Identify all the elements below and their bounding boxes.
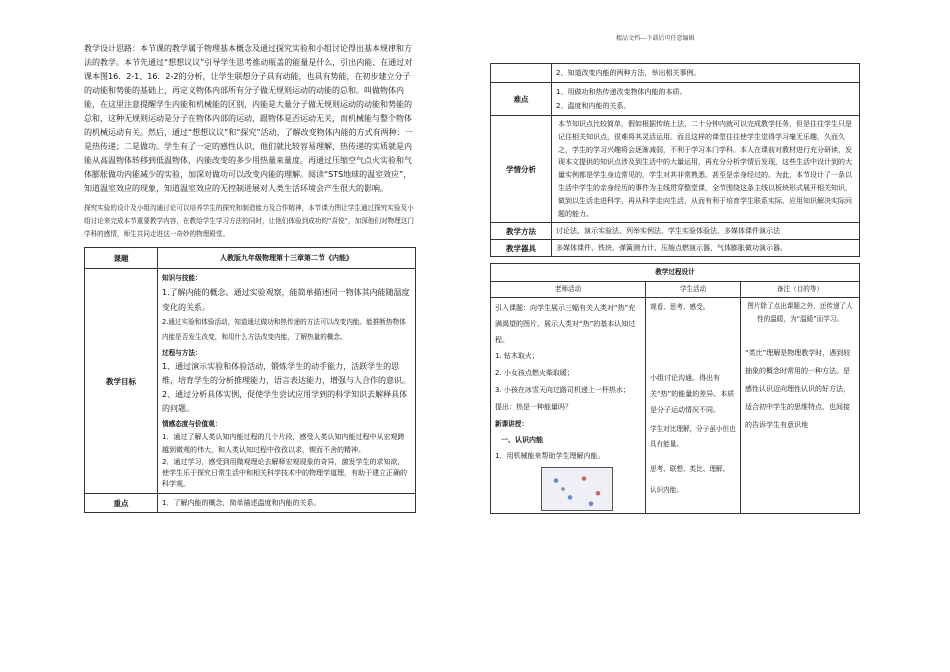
example-2: 2. 小女孩点燃火柴取暖； bbox=[495, 369, 574, 378]
left-lesson-table bbox=[84, 247, 416, 513]
process-table-title: 教学过程设计 bbox=[491, 264, 860, 282]
student-step-4: 思考、联想、类比、理解。 bbox=[650, 465, 730, 474]
emotion-item-2: 2．通过学习，感受到用微观理论去解释宏观现象的奇异，激发学生的求知欲，使学生乐于探究日常生活中和相关科学技术中的物理学道理，有助于建立正确的科学观。 bbox=[162, 458, 407, 488]
key-point-value: 1．了解内能的概念，简单描述温度和内能的关系。 bbox=[158, 494, 416, 513]
knowledge-item-1: 1.了解内能的概念。通过实验观察，能简单描述同一物体其内能随温度变化的关系。 bbox=[162, 288, 410, 312]
difficulty-item-2: 2、温度和内能的关系。 bbox=[556, 102, 631, 110]
student-activity-cell bbox=[646, 298, 741, 514]
col-teacher-header: 老师活动 bbox=[491, 282, 646, 298]
intro-topic-text: 引入课题：向学生展示三幅有关人类对“热”充满渴望的图片。展示人类对“热”的基本认知过程。 bbox=[495, 304, 636, 345]
tools-content: 多媒体课件、铁块、弹簧测力计、压缩点燃演示器、气体膨胀做功演示器。 bbox=[552, 240, 860, 257]
col-student-header: 学生活动 bbox=[646, 282, 741, 298]
analysis-label: 学情分析 bbox=[491, 116, 552, 223]
new-lesson-title: 新课讲授： bbox=[495, 420, 528, 429]
example-1: 1. 钻木取火； bbox=[495, 352, 539, 361]
topic-label: 课题 bbox=[85, 248, 158, 269]
method-content: 讨论法、演示实验法、列举实例法、学生实验体验法、多媒体课件演示法 bbox=[552, 223, 860, 240]
knowledge-item-2: 2.通过实验和体验活动，知道通过做功和热传递的方法可以改变内能。能推断热物体内能是否发生改变，和用什么方法改变内能，了解热量的概念。 bbox=[162, 318, 406, 341]
key-point-cont: 2、知道改变内能的两种方法，举出相关事例。 bbox=[552, 64, 860, 83]
col-remark-header: 备注（目的等） bbox=[741, 282, 860, 298]
key-point-label: 重点 bbox=[85, 494, 158, 513]
left-column bbox=[84, 42, 416, 513]
teacher-activity-cell bbox=[491, 298, 646, 514]
student-step-3: 学生对比理解，分子虽小但也具有能量。 bbox=[650, 425, 736, 449]
student-step-5: 认识内能。 bbox=[650, 486, 683, 495]
inquiry-paragraph: 探究实验的设计及小组沟通讨论可以培养学生的探究和制造能力及合作精神，本节课力图让学生通过探究实验及小组讨论来完成本节重要教学内容，在教给学生学习方法的同时，让他们体验到成功的“喜悦”，加深他们对物理这门学科的感情，师生共同走进这一奇妙的物理殿堂。 bbox=[84, 204, 414, 238]
example-3: 3. 小孩在冰雪天向过路司机递上一杯热水； bbox=[495, 386, 630, 395]
molecules-diagram-image bbox=[541, 467, 613, 511]
emotion-item-1: 1．通过了解人类认知内能过程的几个片段，感受人类认知内能过程中从宏观跨越到微观的伟大，和人类认知过程中孜孜以求，锲而不舍的精神。 bbox=[162, 433, 405, 454]
remark-cell bbox=[741, 298, 860, 514]
process-table bbox=[490, 263, 860, 514]
section-1-text: 1．用机械能来帮助学生理解内能。 bbox=[495, 452, 605, 461]
page-header-note: 精品文档---下载后可任意编辑 bbox=[616, 35, 695, 42]
analysis-content: 本节知识点比较简单，假如根据传统上法，二十分钟内就可以完成教学任务，但是往往学生只是记住相关知识点，很难将其灵活运用。而且这样的课堂往往使学生觉得学习毫无乐趣，久而久之，学生的学习兴趣将会逐渐减弱，不利于学习本门学科。本人在课前对教材进行充分研读，发现本文提供的知识点涉及到生活中的大量运用，再充分分析学情后发现，这些生活中设计到的大量实例都是学生身边常见的，学生对其非常熟悉，甚至是亲身经过的。为此，本节设计了一条以生活中学生的亲身经历的事件为主线贯穿整堂课，全节围绕这条主线以板块形式展开相关知识，做到以生活走进科学，再从科学走向生活，从而有利于培育学生联系实际、应用知识解决实际问题的能力。 bbox=[552, 116, 860, 223]
emotion-title: 情感态度与价值观： bbox=[162, 420, 222, 428]
key-point-cont-label bbox=[491, 64, 552, 83]
difficulty-content bbox=[552, 83, 860, 116]
goals-label: 教学目标 bbox=[85, 269, 158, 494]
remark-1: 图片除了点出课题之外，还传递了人性的温暖，为“温暖”而学习。 bbox=[747, 302, 853, 324]
right-lesson-table bbox=[490, 63, 860, 257]
process-item-1: 1、通过演示实验和体验活动，锻炼学生的动手能力，活跃学生的思维，培育学生的分析推理能力，语言表达能力，增强与人合作的意识。 bbox=[162, 362, 410, 385]
tools-label: 教学器具 bbox=[491, 240, 552, 257]
difficulty-label: 难点 bbox=[491, 83, 552, 116]
difficulty-item-1: 1、用做功和热传递改变物体内能的本质。 bbox=[556, 88, 687, 96]
knowledge-title: 知识与技能： bbox=[162, 274, 202, 282]
topic-value: 人教版九年级物理第十三章第二节《内能》 bbox=[158, 248, 416, 269]
remark-2: “类比”理解是物理教学时，遇到较抽象的概念时常用的一种方法。是感性认识迈向理性认识的好方法，适合初中学生的思维特点，也间接的告诉学生有意识地 bbox=[745, 349, 851, 430]
method-label: 教学方法 bbox=[491, 223, 552, 240]
student-step-1: 观看、思考、感受。 bbox=[650, 303, 710, 312]
process-title: 过程与方法： bbox=[162, 349, 202, 357]
student-step-2: 小组讨论沟通。得出有关“热”的能量的差异。本质是分子运动情况不同。 bbox=[650, 374, 735, 415]
goals-content bbox=[158, 269, 416, 494]
section-1-title: 一、认识内能 bbox=[501, 436, 543, 445]
process-item-2: 2、通过分析具体实例，促使学生尝试应用学到的科学知识去解释具体的问题。 bbox=[162, 390, 408, 413]
question-text: 提出：热是一种能量吗？ bbox=[495, 403, 572, 412]
design-thinking-paragraph: 教学设计思路：本节课的教学属于物理基本概念及通过探究实验和小组讨论得出基本规律和方法的教学。本节先通过“想想议议”引导学生思考推动瓶盖的能量是什么，引出内能、在通过对课本图16．2-1、16．2-2的分析，让学生联想分子具有动能，也具有势能，在初步建立分子的动能和势能的基础上，再定义物体内部所有分子做无规则运动的动能的总和。叫做物体内能，在这里注意提醒学生内能和机械能的区别，内能是大量分子做无规则运动的动能和势能的总和，这种无规则运动是分子在物体内部的运动，跟物体是否运动无关，而机械能与整个物体的机械运动有关。然后，通过“想想议议”和“探究”活动，了解改变物体内能的方式有两种：一是热传递；二是做功。学生有了一定的感性认识，他们就比较容易理解，热传递的实质就是内能从高温物体转移到低温物体，内能改变的多少用热量来量度。再通过压缩空气点火实验和气体膨胀做功内能减少的实验，加深对做功可以改变内能的理解。阅读“STS地球的温室效应”，知道温室效应的现象，知道温室效应的无控制进展对人类生活环境会产生很大的影响。 bbox=[84, 44, 413, 193]
right-column bbox=[490, 63, 860, 514]
